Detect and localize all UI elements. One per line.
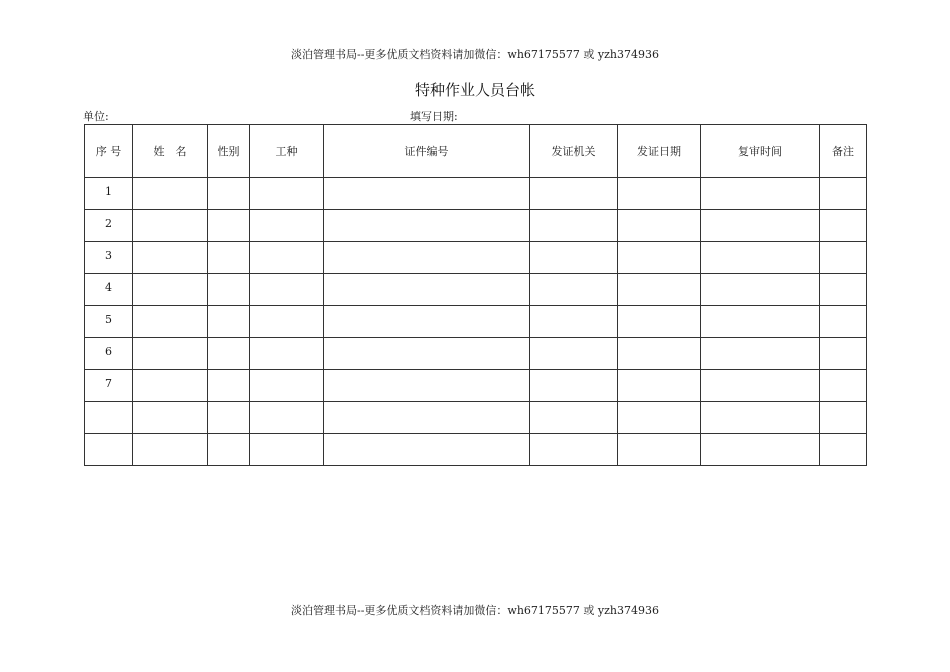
cell <box>530 306 618 338</box>
fill-date-label: 填写日期: <box>410 110 458 123</box>
table-row <box>85 434 867 466</box>
cell <box>208 210 250 242</box>
col-header-gender: 性别 <box>208 125 250 178</box>
cell <box>324 402 530 434</box>
col-header-cert-number: 证件编号 <box>324 125 530 178</box>
cell <box>324 178 530 210</box>
cell <box>133 370 208 402</box>
cell <box>618 402 701 434</box>
document-title: 特种作业人员台帐 <box>414 81 535 99</box>
cell <box>618 210 701 242</box>
row-number <box>85 434 133 466</box>
cell <box>618 306 701 338</box>
table-row <box>85 338 867 370</box>
cell <box>618 434 701 466</box>
cell <box>820 306 867 338</box>
cell <box>618 178 701 210</box>
cell <box>250 338 324 370</box>
cell <box>820 242 867 274</box>
cell <box>250 178 324 210</box>
cell <box>530 370 618 402</box>
row-number: 6 <box>85 338 133 370</box>
cell <box>250 242 324 274</box>
cell <box>530 210 618 242</box>
cell <box>701 306 820 338</box>
cell <box>133 338 208 370</box>
cell <box>701 370 820 402</box>
cell <box>250 370 324 402</box>
row-number: 1 <box>85 178 133 210</box>
cell <box>133 402 208 434</box>
cell <box>133 434 208 466</box>
cell <box>133 274 208 306</box>
col-header-issuing-authority: 发证机关 <box>530 125 618 178</box>
row-number: 2 <box>85 210 133 242</box>
cell <box>133 178 208 210</box>
table-row <box>85 178 867 210</box>
cell <box>208 178 250 210</box>
table-row <box>85 306 867 338</box>
cell <box>701 338 820 370</box>
col-header-review-time: 复审时间 <box>701 125 820 178</box>
unit-label: 单位: <box>83 110 109 123</box>
cell <box>618 242 701 274</box>
table-row <box>85 370 867 402</box>
cell <box>820 402 867 434</box>
table-row <box>85 274 867 306</box>
cell <box>324 434 530 466</box>
cell <box>250 210 324 242</box>
meta-row <box>83 108 865 122</box>
col-header-seq: 序 号 <box>85 125 133 178</box>
cell <box>701 210 820 242</box>
cell <box>820 338 867 370</box>
col-header-name: 姓 名 <box>133 125 208 178</box>
cell <box>208 338 250 370</box>
cell <box>530 434 618 466</box>
cell <box>530 274 618 306</box>
row-number: 3 <box>85 242 133 274</box>
cell <box>530 338 618 370</box>
cell <box>324 210 530 242</box>
cell <box>530 242 618 274</box>
cell <box>250 402 324 434</box>
cell <box>820 434 867 466</box>
col-header-issue-date: 发证日期 <box>618 125 701 178</box>
cell <box>208 242 250 274</box>
cell <box>324 274 530 306</box>
cell <box>618 338 701 370</box>
cell <box>820 178 867 210</box>
cell <box>820 274 867 306</box>
header-watermark-note: 淡泊管理书局--更多优质文档资料请加微信：wh67175577 或 yzh374936 <box>291 48 659 61</box>
row-number: 5 <box>85 306 133 338</box>
cell <box>208 434 250 466</box>
row-number: 7 <box>85 370 133 402</box>
cell <box>250 306 324 338</box>
cell <box>324 306 530 338</box>
cell <box>530 178 618 210</box>
footer-watermark-note: 淡泊管理书局--更多优质文档资料请加微信：wh67175577 或 yzh374936 <box>291 604 659 617</box>
table-row <box>85 402 867 434</box>
table-row <box>85 210 867 242</box>
cell <box>820 370 867 402</box>
col-header-job-type: 工种 <box>250 125 324 178</box>
cell <box>133 210 208 242</box>
table-header-row <box>85 125 867 178</box>
cell <box>701 402 820 434</box>
cell <box>820 210 867 242</box>
cell <box>250 434 324 466</box>
cell <box>133 242 208 274</box>
cell <box>618 370 701 402</box>
cell <box>208 306 250 338</box>
table-row <box>85 242 867 274</box>
personnel-ledger-table <box>84 124 867 466</box>
cell <box>324 370 530 402</box>
cell <box>208 370 250 402</box>
cell <box>208 402 250 434</box>
cell <box>133 306 208 338</box>
cell <box>324 242 530 274</box>
cell <box>701 178 820 210</box>
cell <box>324 338 530 370</box>
cell <box>701 434 820 466</box>
cell <box>208 274 250 306</box>
row-number: 4 <box>85 274 133 306</box>
cell <box>618 274 701 306</box>
row-number <box>85 402 133 434</box>
cell <box>701 242 820 274</box>
cell <box>530 402 618 434</box>
cell <box>701 274 820 306</box>
cell <box>250 274 324 306</box>
col-header-remarks: 备注 <box>820 125 867 178</box>
